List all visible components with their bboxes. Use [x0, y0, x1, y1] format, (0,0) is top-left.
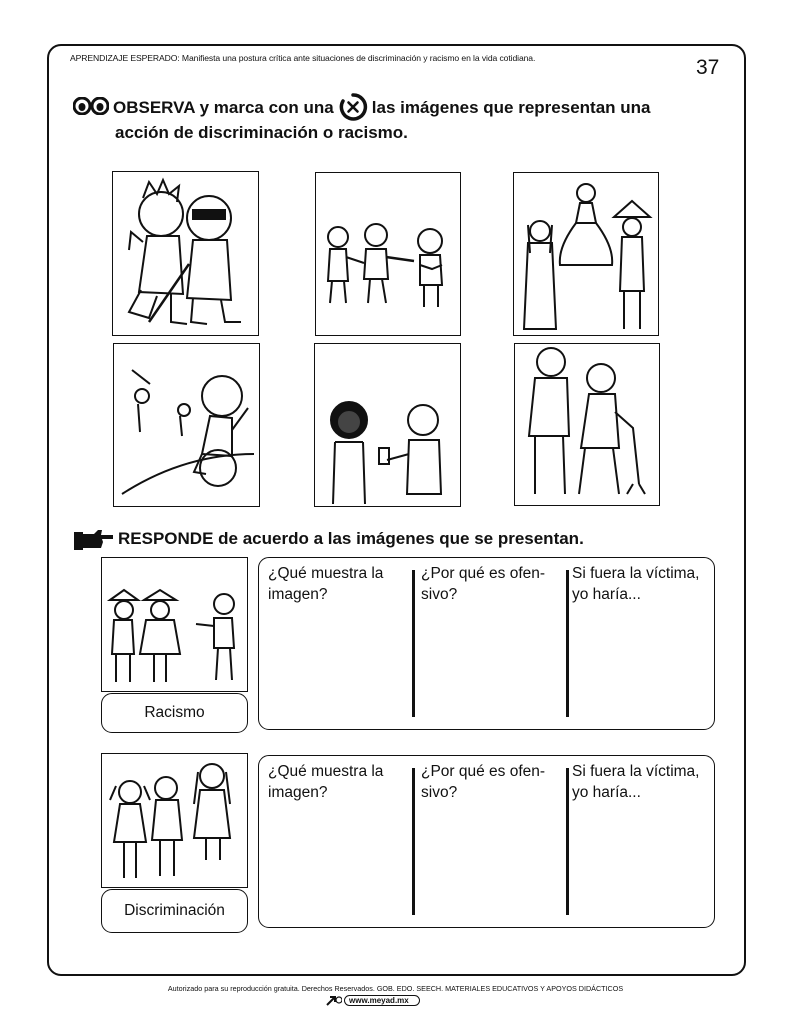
racism-thumbnail	[101, 557, 248, 692]
website-link[interactable]	[326, 994, 420, 1006]
observe-text-a: y marca con una	[194, 98, 334, 117]
child-rejecting-black-child-image[interactable]	[314, 343, 461, 507]
helping-elderly-man-image[interactable]	[514, 343, 660, 506]
learning-objective: APRENDIZAJE ESPERADO: Manifiesta una postura crítica ante situaciones de discriminación y racismo en la vida cotidiana.	[70, 53, 536, 63]
observe-text-b: las imágenes que representan una	[371, 98, 651, 117]
respond-instruction	[74, 528, 584, 550]
cursor-arrow-icon	[326, 994, 342, 1006]
kids-pointing-at-child-image[interactable]	[315, 172, 461, 336]
column-divider	[566, 570, 569, 717]
respond-lead: RESPONDE	[118, 529, 214, 548]
eyes-icon	[73, 97, 109, 115]
copyright-notice: Autorizado para su reproducción gratuita. Derechos Reservados. GOB. EDO. SEECH. MATERIALES EDUCATIVOS Y APOYOS DIDÁCTICOS	[167, 984, 624, 993]
observe-lead: OBSERVA	[113, 98, 195, 117]
question-why-offensive: ¿Por qué es ofen-sivo?	[421, 763, 546, 801]
observe-instruction	[73, 92, 733, 144]
column-divider	[566, 768, 569, 915]
question-what-shows: ¿Qué muestra la imagen?	[268, 763, 384, 801]
discrimination-answer-box[interactable]	[258, 755, 715, 928]
column-divider	[412, 570, 415, 717]
column-divider	[412, 768, 415, 915]
question-if-victim: Si fuera la víctima, yo haría...	[572, 565, 700, 603]
discrimination-caption: Discriminación	[101, 889, 248, 933]
child-in-wheelchair-image[interactable]	[113, 343, 260, 507]
respond-text: de acuerdo a las imágenes que se presentan.	[213, 529, 584, 548]
page-number: 37	[696, 56, 720, 79]
discrimination-thumbnail	[101, 753, 248, 888]
guiding-blind-child-image[interactable]	[112, 171, 259, 336]
pointing-hand-icon	[74, 528, 114, 550]
racism-answer-box[interactable]	[258, 557, 715, 730]
question-what-shows: ¿Qué muestra la imagen?	[268, 565, 384, 603]
diverse-cultures-image[interactable]	[513, 172, 659, 336]
observe-text-line2: acción de discriminación o racismo.	[115, 123, 408, 142]
question-why-offensive: ¿Por qué es ofen-sivo?	[421, 565, 546, 603]
question-if-victim: Si fuera la víctima, yo haría...	[572, 763, 700, 801]
circled-x-icon	[338, 92, 368, 122]
racism-caption: Racismo	[101, 693, 248, 733]
website-url[interactable]: www.meyad.mx	[344, 995, 420, 1006]
